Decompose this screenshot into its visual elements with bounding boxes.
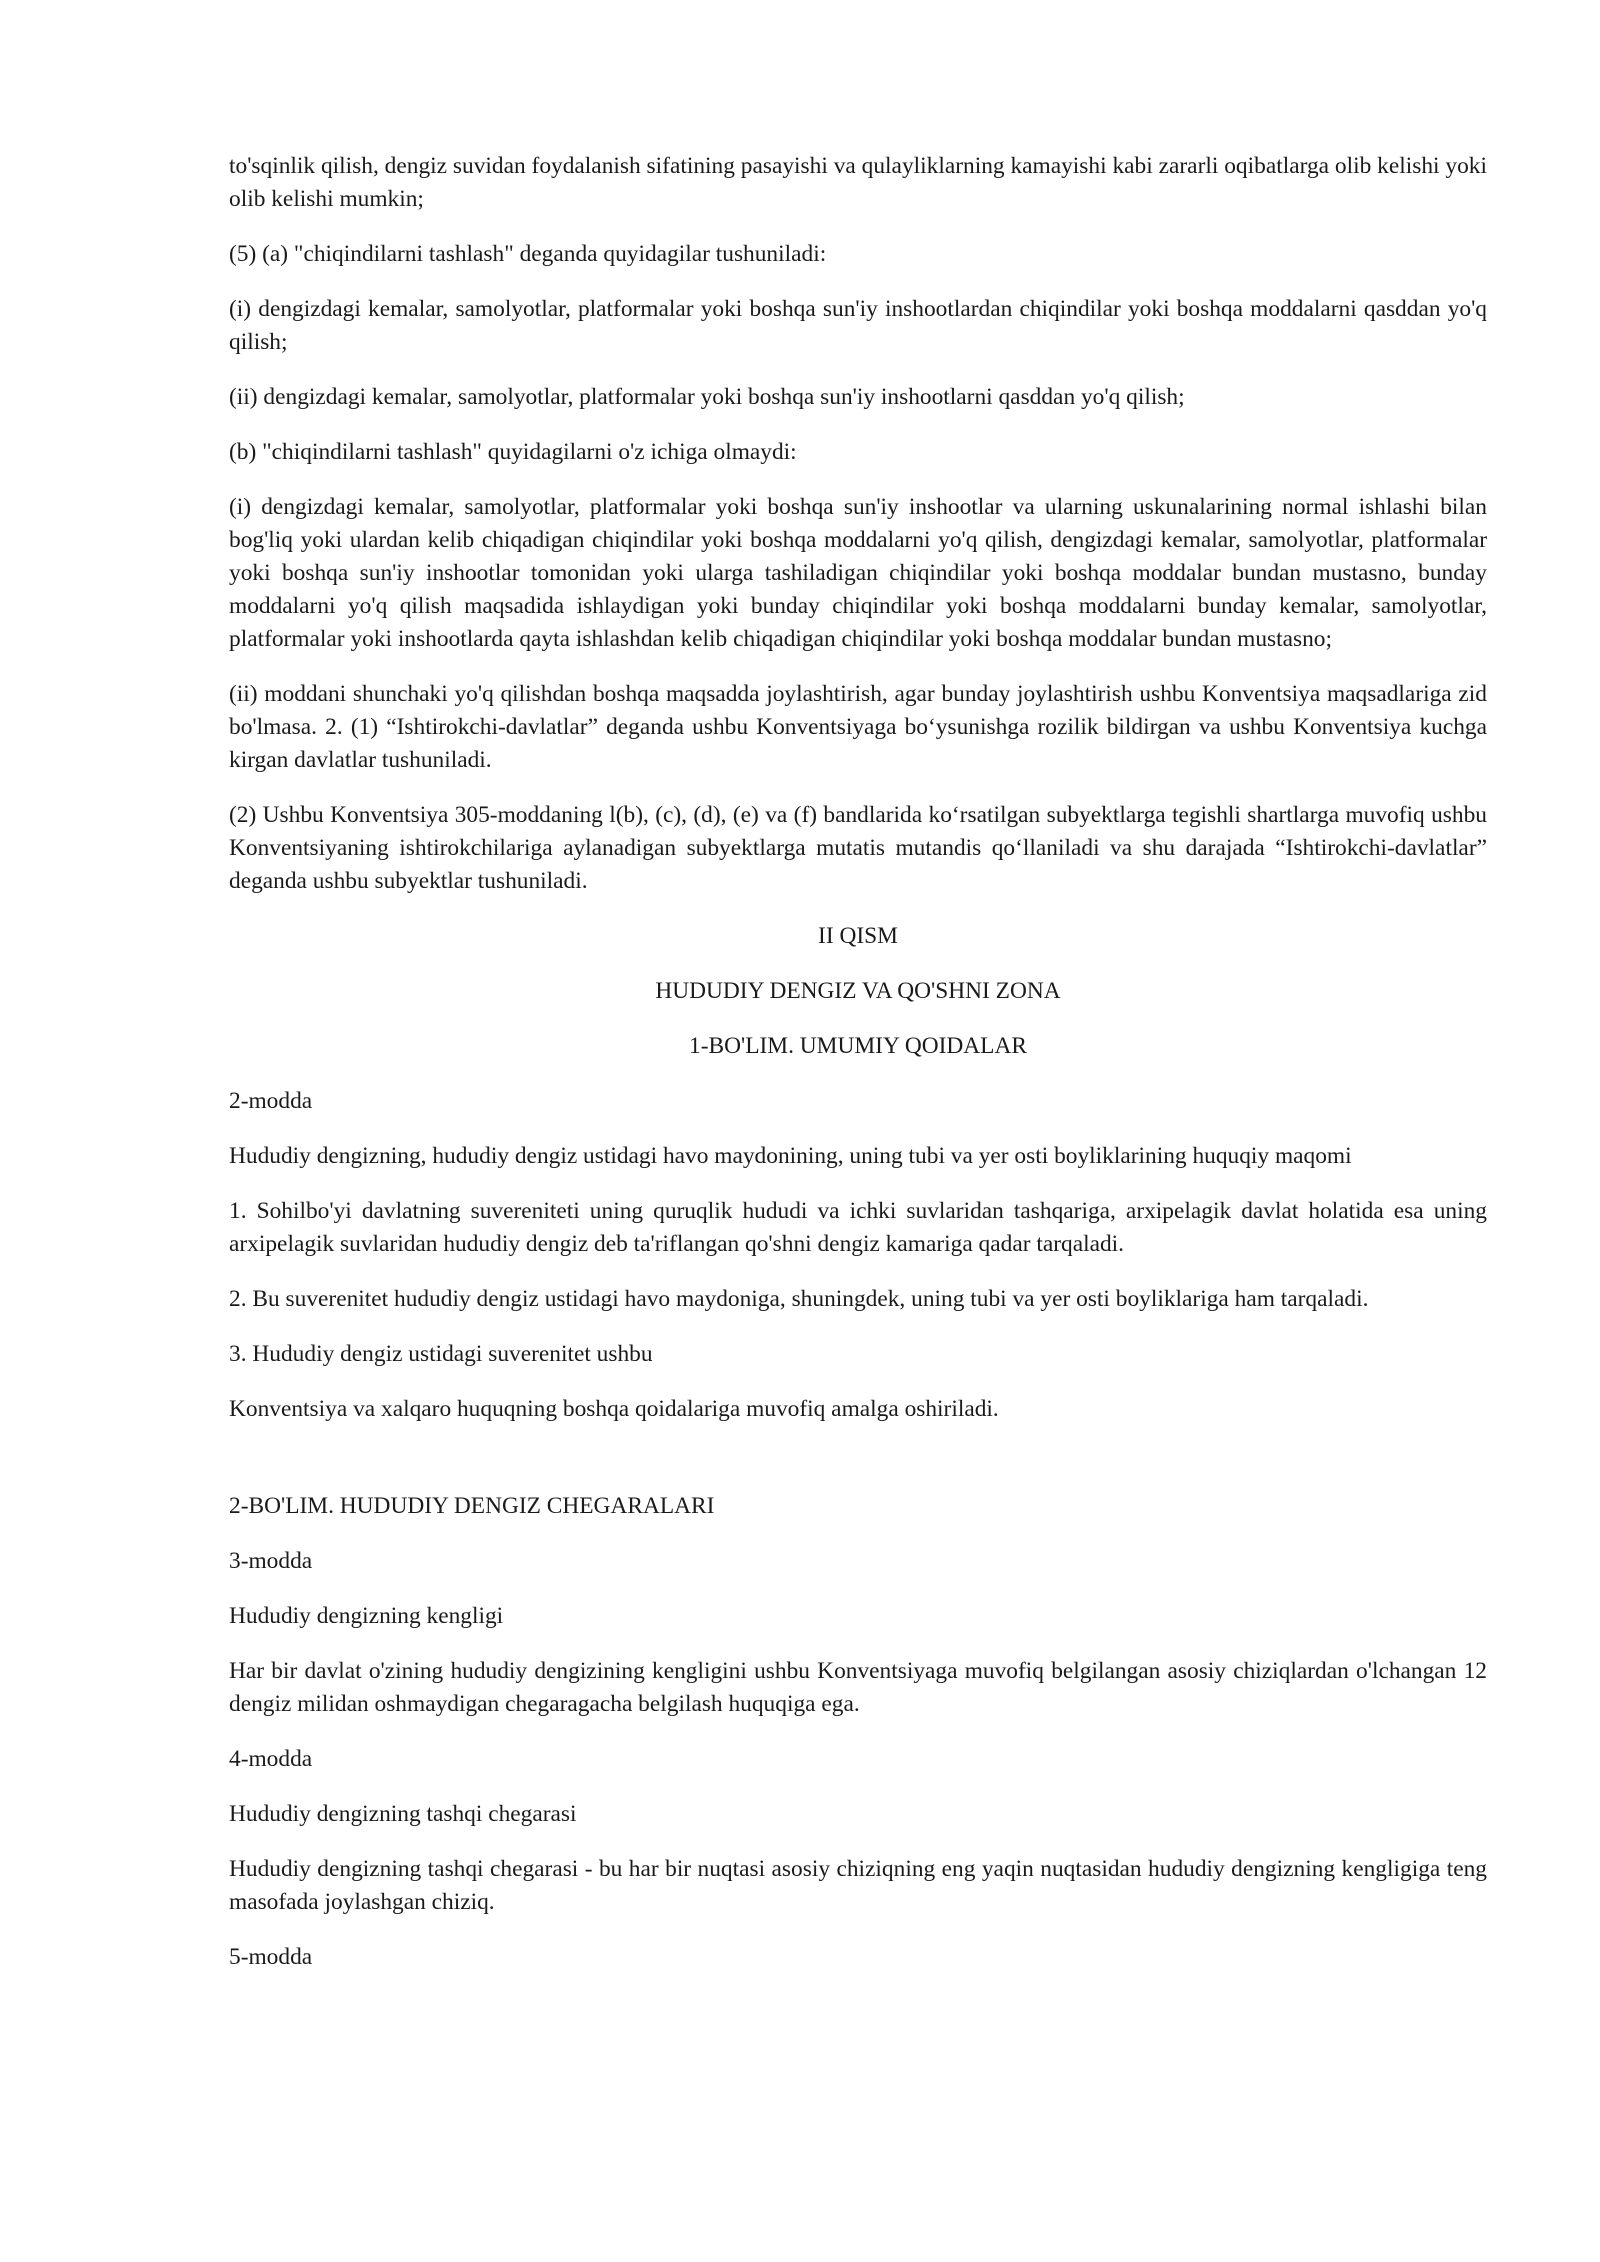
article-4-title: Hududiy dengizning tashqi chegarasi (229, 1801, 577, 1827)
paragraph-exclusion-ii: (ii) moddani shunchaki yo'q qilishdan boshqa maqsadda joylashtirish, agar bunday joylashtirish ushbu Konventsiya maqsadlariga zid bo'lmasa. 2. (1) “Ishtirokchi-davlatlar” deganda ushbu Konventsiyaga bo‘ysunishga rozilik bildirgan va ushbu Konventsiya kuchga kirgan davlatlar tushuniladi. (229, 681, 1487, 773)
article-4-heading: 4-modda (229, 1746, 313, 1772)
paragraph-dumping-definition: (5) (a) "chiqindilarni tashlash" deganda quyidagilar tushuniladi: (229, 241, 827, 267)
section-2-title: 2-BO'LIM. HUDUDIY DENGIZ CHEGARALARI (229, 1493, 715, 1519)
article-4-text: Hududiy dengizning tashqi chegarasi - bu har bir nuqtasi asosiy chiziqning eng yaqin nuqtasidan hududiy dengizning kengligiga teng masofada joylashgan chiziq. (229, 1856, 1487, 1915)
article-2-clause-2: 2. Bu suverenitet hududiy dengiz ustidagi havo maydoniga, shuningdek, uning tubi va yer osti boyliklariga ham tarqaladi. (229, 1286, 1369, 1312)
part-title: HUDUDIY DENGIZ VA QO'SHNI ZONA (655, 978, 1061, 1004)
article-5-heading: 5-modda (229, 1944, 313, 1970)
paragraph-states-parties: (2) Ushbu Konventsiya 305-moddaning l(b), (c), (d), (e) va (f) bandlarida ko‘rsatilgan subyektlarga tegishli shartlarga muvofiq ushbu Konventsiyaning ishtirokchilariga aylanadigan subyektlarga mutatis mutandis qo‘llaniladi va shu darajada “Ishtirokchi-davlatlar” deganda ushbu subyektlar tushuniladi. (229, 802, 1487, 894)
paragraph-dumping-ii: (ii) dengizdagi kemalar, samolyotlar, platformalar yoki boshqa sun'iy inshootlarni qasddan yo'q qilish; (229, 384, 1185, 410)
article-2-clause-3-cont: Konventsiya va xalqaro huquqning boshqa qoidalariga muvofiq amalga oshiriladi. (229, 1396, 999, 1422)
document-page (229, 150, 1487, 1996)
paragraph-exclusion-i: (i) dengizdagi kemalar, samolyotlar, platformalar yoki boshqa sun'iy inshootlar va ularning uskunalarining normal ishlashi bilan bog'liq yoki ulardan kelib chiqadigan chiqindilar yoki boshqa moddalarni yo'q qilish, dengizdagi kemalar, samolyotlar, platformalar yoki boshqa sun'iy inshootlar tomonidan yoki ularga tashiladigan chiqindilar yoki boshqa moddalar bundan mustasno, bunday moddalarni yo'q qilish maqsadida ishlaydigan yoki bunday chiqindilar yoki boshqa moddalarni bunday kemalar, samolyotlar, platformalar yoki inshootlarda qayta ishlashdan kelib chiqadigan chiqindilar yoki boshqa moddalar bundan mustasno; (229, 494, 1487, 652)
paragraph-dumping-exclusions: (b) "chiqindilarni tashlash" quyidagilarni o'z ichiga olmaydi: (229, 439, 797, 465)
article-2-title: Hududiy dengizning, hududiy dengiz ustidagi havo maydonining, uning tubi va yer osti boyliklarining huquqiy maqomi (229, 1143, 1352, 1169)
article-2-clause-1: 1. Sohilbo'yi davlatning suvereniteti uning quruqlik hududi va ichki suvlaridan tashqariga, arxipelagik davlat holatida esa uning arxipelagik suvlaridan hududiy dengiz deb ta'riflangan qo'shni dengiz kamariga qadar tarqaladi. (229, 1198, 1487, 1257)
article-2-clause-3: 3. Hududiy dengiz ustidagi suverenitet ushbu (229, 1341, 653, 1367)
paragraph-dumping-i: (i) dengizdagi kemalar, samolyotlar, platformalar yoki boshqa sun'iy inshootlardan chiqindilar yoki boshqa moddalarni qasddan yo'q qilish; (229, 296, 1487, 355)
paragraph-harmful-effects: to'sqinlik qilish, dengiz suvidan foydalanish sifatining pasayishi va qulayliklarning kamayishi kabi zararli oqibatlarga olib kelishi yoki olib kelishi mumkin; (229, 153, 1487, 212)
part-heading: II QISM (818, 923, 898, 949)
article-3-text: Har bir davlat o'zining hududiy dengizining kengligini ushbu Konventsiyaga muvofiq belgilangan asosiy chiziqlardan o'lchangan 12 dengiz milidan oshmaydigan chegaragacha belgilash huquqiga ega. (229, 1658, 1487, 1717)
article-3-heading: 3-modda (229, 1548, 313, 1574)
article-3-title: Hududiy dengizning kengligi (229, 1603, 504, 1629)
section-1-title: 1-BO'LIM. UMUMIY QOIDALAR (689, 1033, 1027, 1059)
article-2-heading: 2-modda (229, 1088, 313, 1114)
